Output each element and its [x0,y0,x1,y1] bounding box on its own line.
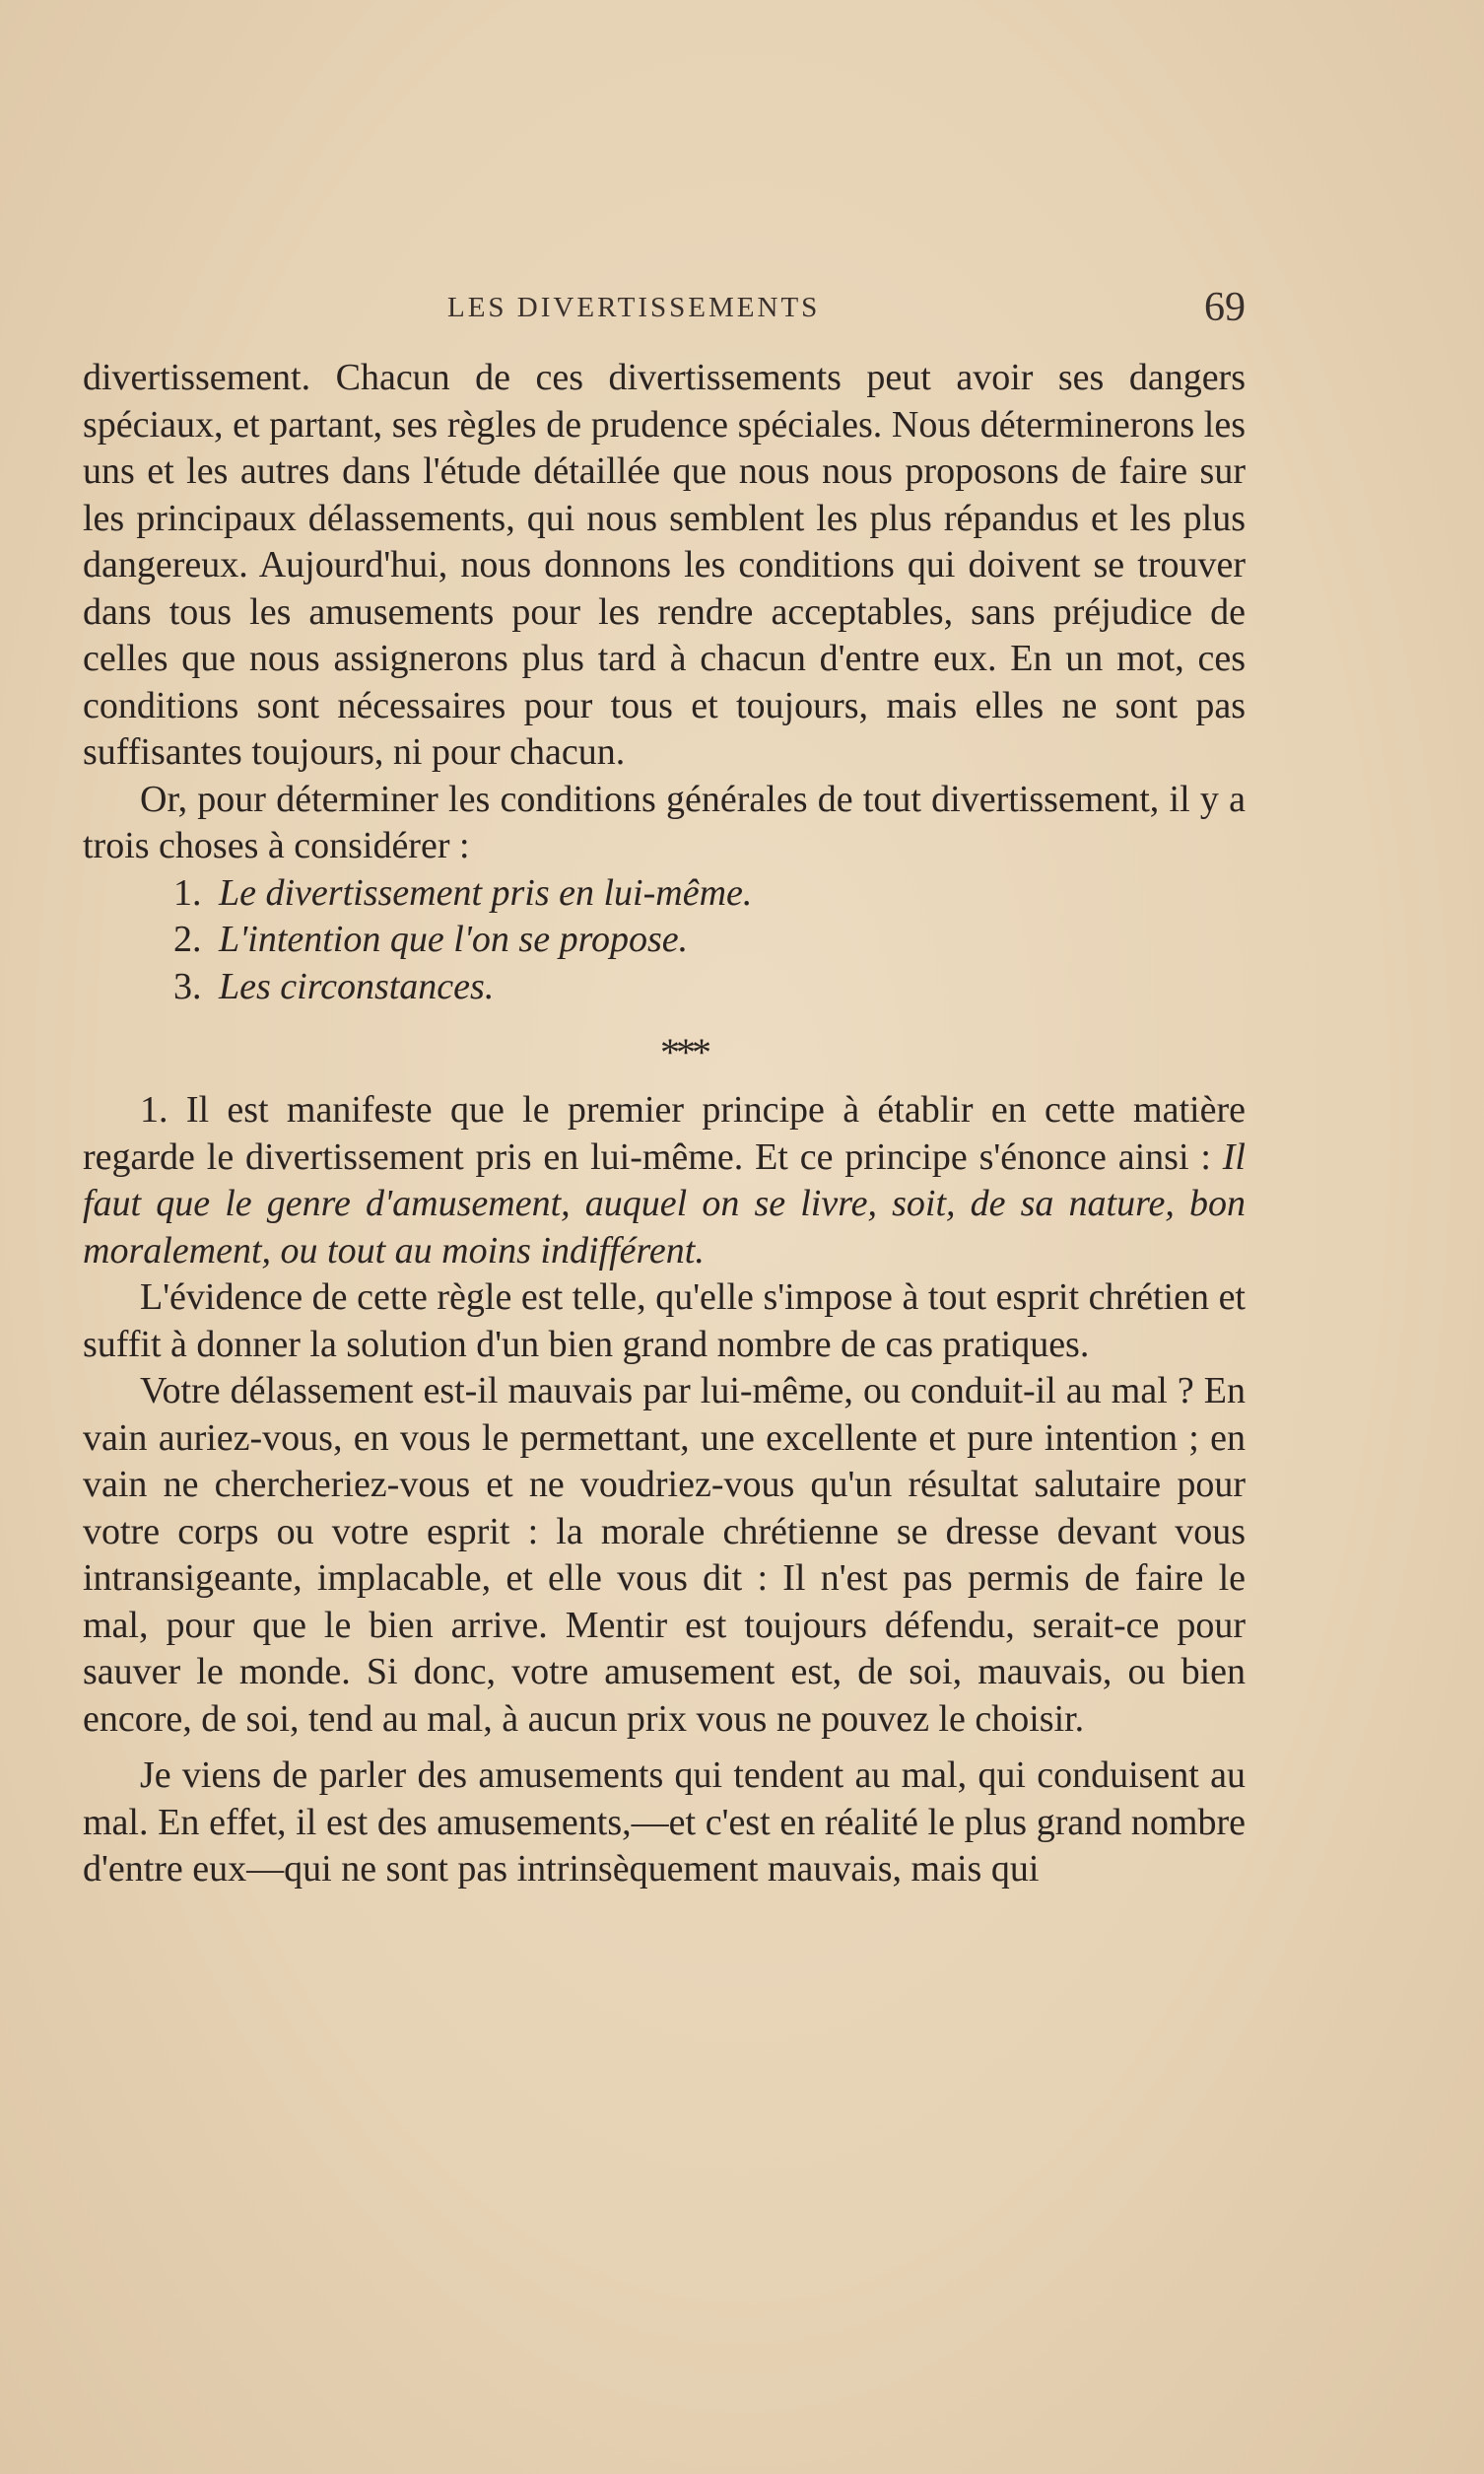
page-number: 69 [1204,285,1246,330]
list-text: Les circonstances. [219,965,495,1007]
paragraph-3-italic-rule: Il faut que le genre d'amusement, auquel on se livre, soit, de sa nature, bon moralement, ou tout au moins indifférent. [83,1135,1246,1271]
body-text [83,355,1246,1893]
list-number: 1. [173,871,202,914]
list-text: Le divertissement pris en lui-même. [219,871,753,914]
paragraph-2: Or, pour déterminer les conditions générales de tout divertissement, il y a trois choses à considérer : [83,778,1246,866]
list-number: 3. [173,965,202,1007]
list-item [83,917,1246,964]
list-text: L'intention que l'on se propose. [219,919,689,960]
paragraph-spacer [83,1743,1246,1752]
list-item [83,964,1246,1011]
paragraph-6: Je viens de parler des amusements qui tendent au mal, qui conduisent au mal. En effet, il est des amusements,—et c'est en réalité le plus grand nombre d'entre eux—qui ne sont pas intrinsèquement mauvais, mais qui [83,1754,1246,1890]
section-separator: *** [660,1030,708,1074]
list-item [83,870,1246,918]
paragraph-1: divertissement. Chacun de ces divertissements peut avoir ses dangers spéciaux, et partant, ses règles de prudence spéciales. Nous déterminerons les uns et les autres dans l'étude détaillée que nous nous proposons de faire sur les principaux délassements, qui nous semblent les plus répandus et les plus dangereux. Aujourd'hui, nous donnons les conditions qui doivent se trouver dans tous les amusements pour les rendre acceptables, sans préjudice de celles que nous assignerons plus tard à chacun d'entre eux. En un mot, ces conditions sont nécessaires pour tous et toujours, mais elles ne sont pas suffisantes toujours, ni pour chacun. [83,357,1246,773]
page-header [83,284,1246,343]
considerations-list [83,870,1246,1011]
paragraph-5: Votre délassement est-il mauvais par lui-même, ou conduit-il au mal ? En vain auriez-vous, en vous le permettant, une excellente et pure intention ; en vain ne chercheriez-vous et ne voudriez-vous qu'un résultat salutaire pour votre corps ou votre esprit : la morale chrétienne se dresse devant vous intransigeante, implacable, et elle vous dit : Il n'est pas permis de faire le mal, pour que le bien arrive. Mentir est toujours défendu, serait-ce pour sauver le monde. Si donc, votre amusement est, de soi, mauvais, ou bien encore, de soi, tend au mal, à aucun prix vous ne pouvez le choisir. [83,1370,1246,1740]
paragraph-3-text: 1. Il est manifeste que le premier principe à établir en cette matière regarde le divertissement pris en lui-même. Et ce principe s'énonce ainsi : [83,1089,1246,1178]
list-number: 2. [173,919,202,960]
paragraph-3 [83,1087,1246,1274]
paragraph-4: L'évidence de cette règle est telle, qu'elle s'impose à tout esprit chrétien et suffit à donner la solution d'un bien grand nombre de cas pratiques. [83,1276,1246,1365]
running-head: LES DIVERTISSEMENTS [447,292,821,323]
